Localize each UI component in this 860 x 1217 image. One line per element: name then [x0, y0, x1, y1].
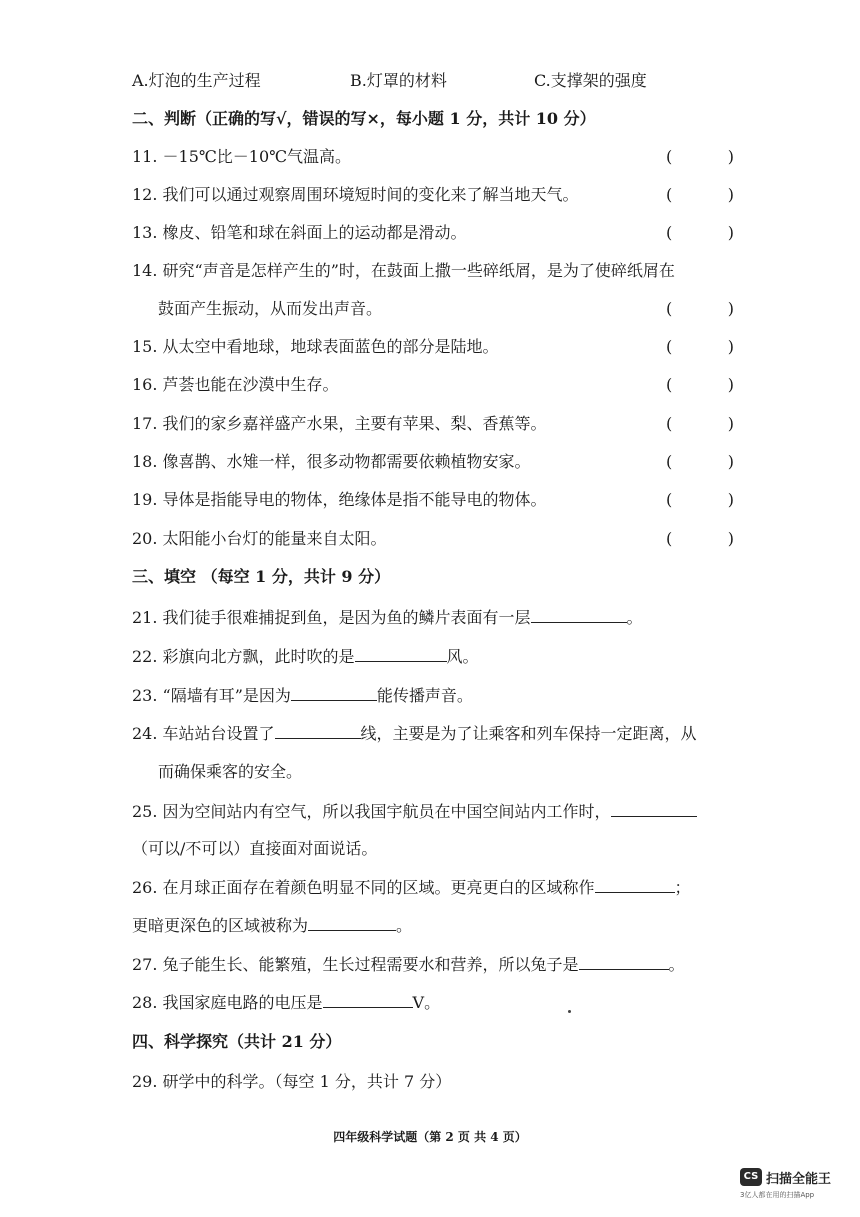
section3-title: 三、填空 （每空 1 分，共计 9 分）: [132, 567, 391, 586]
fill-item-22: 22. 彩旗向北方飘，此时吹的是 风。: [132, 647, 479, 666]
answer-paren[interactable]: ( ): [666, 452, 734, 471]
answer-paren[interactable]: ( ): [666, 147, 734, 166]
scanner-watermark: [740, 1164, 850, 1204]
judge-item-20: 20. 太阳能小台灯的能量来自太阳。: [132, 529, 387, 548]
judge-item-12: 12. 我们可以通过观察周围环境短时间的变化来了解当地天气。: [132, 185, 579, 204]
fill-item-23: 23. “隔墙有耳”是因为 能传播声音。: [132, 686, 473, 705]
answer-paren[interactable]: ( ): [666, 414, 734, 433]
judge-item-16: 16. 芦荟也能在沙漠中生存。: [132, 375, 339, 394]
answer-paren[interactable]: ( ): [666, 529, 734, 548]
answer-blank[interactable]: [308, 914, 396, 931]
answer-paren[interactable]: ( ): [666, 490, 734, 509]
answer-blank[interactable]: [579, 953, 669, 970]
option-a: A.灯泡的生产过程: [132, 71, 261, 90]
fill-item-24-cont: 而确保乘客的安全。: [158, 762, 303, 781]
options-row: [132, 70, 742, 92]
answer-paren[interactable]: ( ): [666, 337, 734, 356]
judge-item-14-cont: 鼓面产生振动，从而发出声音。: [158, 299, 383, 318]
judge-item-17: 17. 我们的家乡嘉祥盛产水果，主要有苹果、梨、香蕉等。: [132, 414, 547, 433]
judge-item-14: 14. 研究“声音是怎样产生的”时，在鼓面上撒一些碎纸屑，是为了使碎纸屑在: [132, 261, 675, 280]
scan-speck: [568, 1010, 571, 1013]
section2-title: 二、判断（正确的写√，错误的写×，每小题 1 分，共计 10 分）: [132, 109, 596, 128]
fill-item-28: 28. 我国家庭电路的电压是 V。: [132, 993, 441, 1012]
answer-blank[interactable]: [531, 606, 627, 623]
fill-item-27: 27. 兔子能生长、能繁殖，生长过程需要水和营养，所以兔子是 。: [132, 955, 685, 974]
answer-blank[interactable]: [595, 876, 675, 893]
judge-item-15: 15. 从太空中看地球，地球表面蓝色的部分是陆地。: [132, 337, 499, 356]
section4-title: 四、科学探究（共计 21 分）: [132, 1032, 342, 1051]
watermark-subtitle: 3亿人都在用的扫描App: [740, 1191, 815, 1199]
answer-blank[interactable]: [611, 800, 697, 817]
fill-item-21: 21. 我们徒手很难捕捉到鱼，是因为鱼的鳞片表面有一层 。: [132, 608, 643, 627]
judge-item-11: 11. －15℃比－10℃气温高。: [132, 147, 352, 166]
fill-item-25-cont: （可以/不可以）直接面对面说话。: [132, 839, 378, 858]
fill-item-24: 24. 车站站台设置了 线，主要是为了让乘客和列车保持一定距离，从: [132, 724, 697, 743]
answer-blank[interactable]: [355, 645, 447, 662]
option-c: C.支撑架的强度: [534, 71, 647, 90]
judge-item-19: 19. 导体是指能导电的物体，绝缘体是指不能导电的物体。: [132, 490, 547, 509]
fill-item-26-cont: 更暗更深色的区域被称为 。: [132, 916, 413, 935]
answer-paren[interactable]: ( ): [666, 185, 734, 204]
answer-paren[interactable]: ( ): [666, 375, 734, 394]
judge-item-13: 13. 橡皮、铅笔和球在斜面上的运动都是滑动。: [132, 223, 467, 242]
judge-item-18: 18. 像喜鹊、水雉一样，很多动物都需要依赖植物安家。: [132, 452, 531, 471]
answer-paren[interactable]: ( ): [666, 223, 734, 242]
question-29: 29. 研学中的科学。（每空 1 分，共计 7 分）: [132, 1072, 452, 1091]
page-footer: 四年级科学试题（第 2 页 共 4 页）: [333, 1130, 527, 1144]
answer-blank[interactable]: [323, 991, 413, 1008]
option-b: B.灯罩的材料: [350, 71, 447, 90]
fill-item-26: 26. 在月球正面存在着颜色明显不同的区域。更亮更白的区域称作 ；: [132, 878, 691, 897]
camscanner-logo-icon: CS: [740, 1168, 762, 1186]
answer-paren[interactable]: ( ): [666, 299, 734, 318]
answer-blank[interactable]: [275, 722, 361, 739]
answer-blank[interactable]: [291, 684, 377, 701]
fill-item-25: 25. 因为空间站内有空气，所以我国宇航员在中国空间站内工作时，: [132, 800, 742, 823]
watermark-title: 扫描全能王: [766, 1172, 832, 1187]
